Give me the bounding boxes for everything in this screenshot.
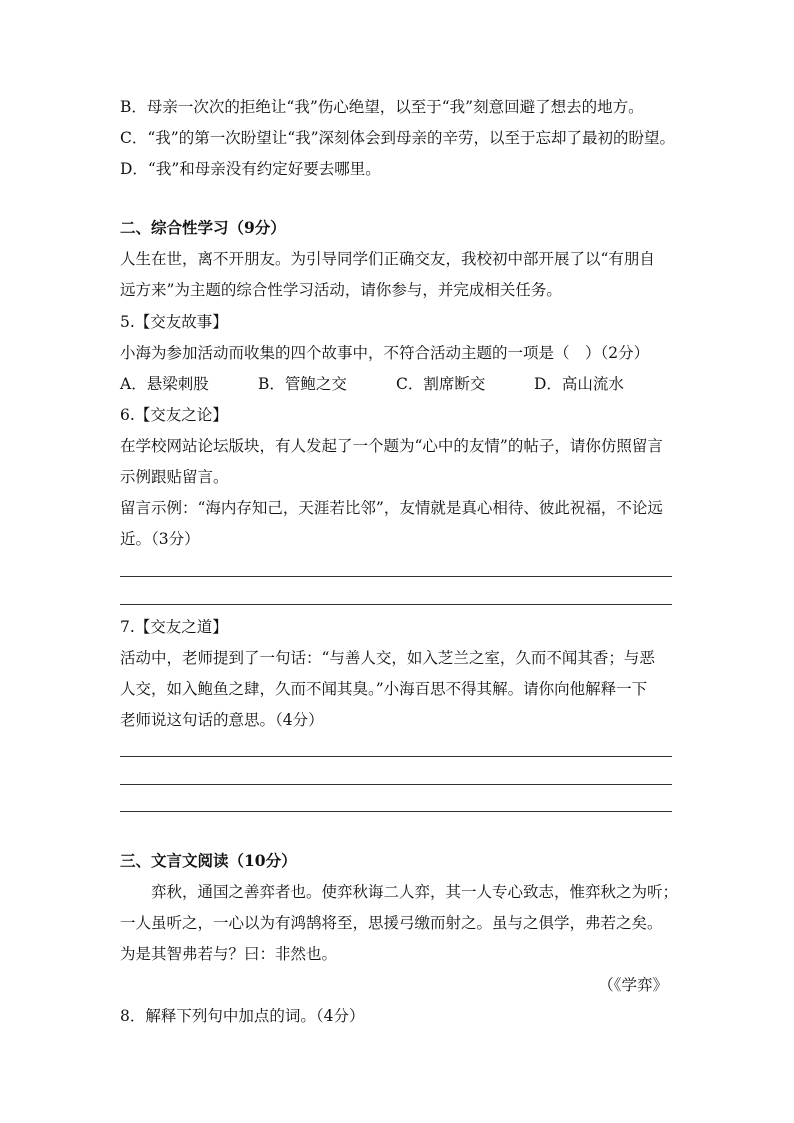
- passage-line: 为是其智弗若与？曰：非然也。: [120, 945, 338, 963]
- passage-source: （《学弈》: [598, 976, 668, 994]
- q6-text-line: 留言示例：“海内存知己，天涯若比邻”，友情就是真心相待、彼此祝福，不论远: [120, 499, 663, 517]
- q5-option-b: B．管鲍之交: [258, 375, 347, 393]
- q7-text-line: 活动中，老师提到了一句话：“与善人交，如入芝兰之室，久而不闻其香；与恶: [120, 649, 655, 667]
- q7-answer-line[interactable]: [120, 811, 672, 812]
- q7-text-line: 老师说这句话的意思。（4分）: [120, 711, 324, 729]
- q7-answer-line[interactable]: [120, 784, 672, 785]
- q7-answer-line[interactable]: [120, 756, 672, 757]
- q4-option-c: C．“我”的第一次盼望让“我”深刻体会到母亲的辛劳，以至于忘却了最初的盼望。: [120, 129, 676, 147]
- q5-option-c: C．割席断交: [396, 375, 486, 393]
- passage-line: 一人虽听之，一心以为有鸿鹄将至，思援弓缴而射之。虽与之俱学，弗若之矣。: [120, 914, 663, 932]
- q4-option-d: D．“我”和母亲没有约定好要去哪里。: [120, 160, 381, 178]
- q5-options: [120, 374, 680, 394]
- section2-intro-line: 人生在世，离不开朋友。为引导同学们正确交友，我校初中部开展了以“有朋自: [120, 250, 655, 268]
- passage-line: 弈秋，通国之善弈者也。使弈秋诲二人弈，其一人专心致志，惟弈秋之为听；: [120, 883, 679, 901]
- q6-title: 6.【交友之论】: [120, 406, 228, 424]
- section2-heading: 二、综合性学习（9分）: [120, 218, 286, 237]
- section2-intro-line: 远方来”为主题的综合性学习活动，请你参与，并完成相关任务。: [120, 281, 562, 299]
- q7-text-line: 人交，如入鲍鱼之肆，久而不闻其臭。”小海百思不得其解。请你向他解释一下: [120, 680, 648, 698]
- section3-heading: 三、文言文阅读（10分）: [120, 851, 297, 870]
- q8-prompt: 8．解释下列句中加点的词。（4分）: [120, 1007, 365, 1025]
- q5-prompt: 小海为参加活动而收集的四个故事中，不符合活动主题的一项是（ ）（2分）: [120, 344, 650, 362]
- q6-text-line: 示例跟贴留言。: [120, 468, 229, 486]
- q5-title: 5.【交友故事】: [120, 313, 228, 331]
- q5-option-a: A．悬梁刺股: [120, 375, 209, 393]
- q6-answer-line[interactable]: [120, 604, 672, 605]
- q4-option-b: B．母亲一次次的拒绝让“我”伤心绝望，以至于“我”刻意回避了想去的地方。: [120, 98, 644, 116]
- q6-text-line: 在学校网站论坛版块，有人发起了一个题为“心中的友情”的帖子，请你仿照留言: [120, 437, 663, 455]
- q7-title: 7.【交友之道】: [120, 618, 228, 636]
- q6-text-line: 近。（3分）: [120, 530, 200, 548]
- q6-answer-line[interactable]: [120, 576, 672, 577]
- q5-option-d: D．高山流水: [534, 375, 624, 393]
